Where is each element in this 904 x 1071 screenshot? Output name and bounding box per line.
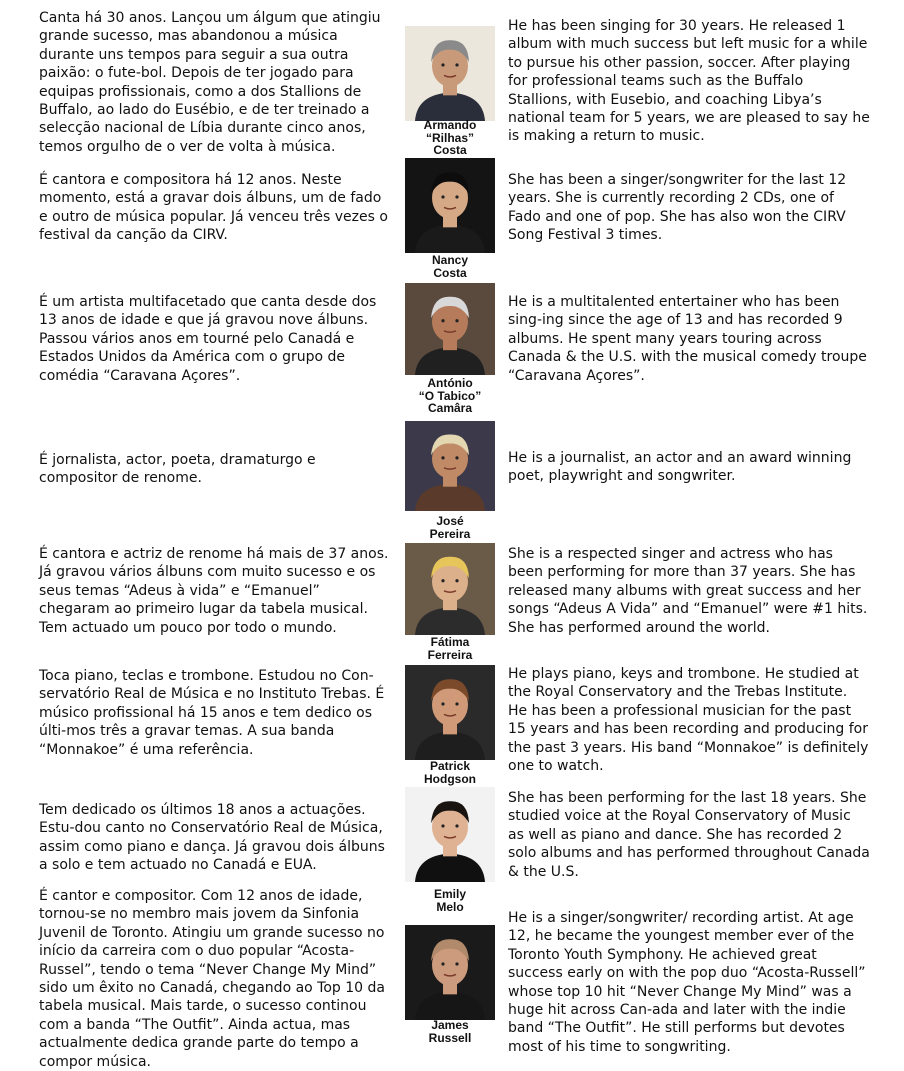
portrait-photo	[405, 26, 495, 121]
bio-english: He is a singer/songwriter/ recording artist. At age 12, he became the youngest member ever of the Toronto Youth Symphony. He achieved great success early on with the pop duo “Acosta-Russell” whose top 10 hit “Never Change My Mind” was a huge hit across Can-ada and later with the indie band “The Outfit”. He still performs but devotes most of his time to songwriting.	[508, 910, 866, 1055]
person-name-line: Armando	[423, 118, 477, 132]
portrait-photo	[405, 925, 495, 1020]
person-name-line: James	[431, 1018, 469, 1032]
portrait-photo	[405, 421, 495, 511]
bio-portuguese: É cantora e actriz de renome há mais de 37 anos. Já gravou vários álbuns com muito sucesso e os seus temas “Adeus à vida” e “Emanuel” chegaram ao primeiro lugar da tabela musical. Tem actuado um pouco por todo o mundo.	[39, 546, 389, 636]
female-portrait-icon	[405, 158, 495, 253]
person-name	[400, 515, 500, 540]
person-name-line: Emily	[433, 887, 466, 901]
bio-english: She is a respected singer and actress who has been performing for more than 37 years. She has released many albums with great success and her songs “Adeus A Vida” and “Emanuel” were #1 hits. She has performed around the world.	[508, 546, 868, 636]
portrait-photo	[405, 158, 495, 253]
bio-english: He plays piano, keys and trombone. He studied at the Royal Conservatory and the Trebas Institute. He has been a professional musician for the past 15 years and has been recording and producing for the past 3 years. His band “Monnakoe” is definitely one to watch.	[508, 666, 869, 775]
person-name-line: Costa	[433, 265, 467, 280]
person-name	[400, 377, 500, 415]
person-name-line: “O Tabico”	[418, 388, 482, 403]
person-name-line: Camâra	[427, 401, 473, 415]
person-name-line: Patrick	[429, 759, 471, 773]
bio-portuguese: É jornalista, actor, poeta, dramaturgo e compositor de renome.	[39, 452, 316, 487]
bio-portuguese: Toca piano, teclas e trombone. Estudou no Con-servatório Real de Música e no Instituto Trebas. É músico profissional há 15 anos e tem dedico os últi-mos três a gravar temas. A sua banda “Monnakoe” é uma referência.	[39, 668, 385, 758]
portrait-photo	[405, 787, 495, 882]
person-name	[400, 119, 500, 157]
person-name-line: Nancy	[431, 253, 469, 267]
male-portrait-icon	[405, 26, 495, 121]
bio-portuguese: Canta há 30 anos. Lançou um álgum que atingiu grande sucesso, mas abandonou a música durante uns tempos para seguir a sua outra paixão: o fute-bol. Depois de ter jogado para equipas profissionais, como a dos Stallions de Buffalo, ao lado do Eusébio, e de ter treinado a selecção nacional de Líbia durante cinco anos, temos orgulho de o ver de volta à música.	[39, 10, 381, 155]
bio-portuguese: É um artista multifacetado que canta desde dos 13 anos de idade e que já gravou nove álbuns. Passou vários anos em tourné pelo Canadá e Estados Unidos da América com o grupo de comédia “Caravana Açores”.	[39, 294, 377, 384]
person-name-line: José	[436, 514, 464, 528]
portrait-photo	[405, 665, 495, 760]
female-portrait-icon	[405, 787, 495, 882]
person-name-line: Ferreira	[427, 647, 473, 662]
bio-portuguese: É cantor e compositor. Com 12 anos de idade, tornou-se no membro mais jovem da Sinfonia Juvenil de Toronto. Atingiu um grande sucesso no início da carreira com o duo popular “Acosta-Russel”, tendo o tema “Never Change My Mind” sido um êxito no Canadá, chegando ao Top 10 da tabela musical. Mais tarde, o sucesso continou com a banda “The Outfit”. Ainda actua, mas actualmente dedica grande parte do tempo a compor música.	[39, 888, 385, 1070]
person-name-line: “Rilhas”	[425, 130, 474, 145]
person-name	[400, 760, 500, 785]
person-name-line: Melo	[436, 899, 464, 914]
bio-portuguese: Tem dedicado os últimos 18 anos a actuações. Estu-dou canto no Conservatório Real de Música, assim como piano e dança. Já gravou dois álbuns a solo e tem actuado no Canadá e EUA.	[39, 802, 385, 874]
male-portrait-icon	[405, 925, 495, 1020]
bio-english: She has been a singer/songwriter for the last 12 years. She is currently recording 2 CDs, one of Fado and one of pop. She has also won the CIRV Song Festival 3 times.	[508, 172, 847, 244]
person-name-line: António	[427, 376, 473, 390]
bio-english: He has been singing for 30 years. He released 1 album with much success but left music for a while to pursue his other passion, soccer. After playing for professional teams such as the Buffalo Stallions, with Eusebio, and coaching Libya’s national team for 5 years, we are pleased to say he is making a return to music.	[508, 18, 870, 145]
bio-english: She has been performing for the last 18 years. She studied voice at the Royal Conservatory of Music as well as piano and dance. She has recorded 2 solo albums and has performed throughout Canada & the U.S.	[508, 790, 870, 880]
person-name-line: Pereira	[429, 526, 471, 541]
person-name	[400, 636, 500, 661]
portrait-photo	[405, 283, 495, 375]
person-name-line: Fátima	[430, 635, 470, 649]
female-portrait-icon	[405, 543, 495, 635]
person-name	[400, 254, 500, 279]
male-portrait-icon	[405, 421, 495, 511]
portrait-photo	[405, 543, 495, 635]
male-portrait-icon	[405, 665, 495, 760]
person-name-line: Russell	[428, 1030, 472, 1045]
person-name	[400, 888, 500, 913]
bio-portuguese: É cantora e compositora há 12 anos. Neste momento, está a gravar dois álbuns, um de fado e outro de música popular. Já venceu três vezes o festival da canção da CIRV.	[39, 172, 388, 244]
male-portrait-icon	[405, 283, 495, 375]
bio-english: He is a journalist, an actor and an award winning poet, playwright and songwriter.	[508, 450, 852, 485]
person-name	[400, 1019, 500, 1044]
bio-english: He is a multitalented entertainer who has been sing-ing since the age of 13 and has recorded 9 albums. He spent many years touring across Canada & the U.S. with the musical comedy troupe “Caravana Açores”.	[508, 294, 867, 384]
person-name-line: Hodgson	[424, 771, 476, 786]
person-name-line: Costa	[433, 143, 467, 157]
